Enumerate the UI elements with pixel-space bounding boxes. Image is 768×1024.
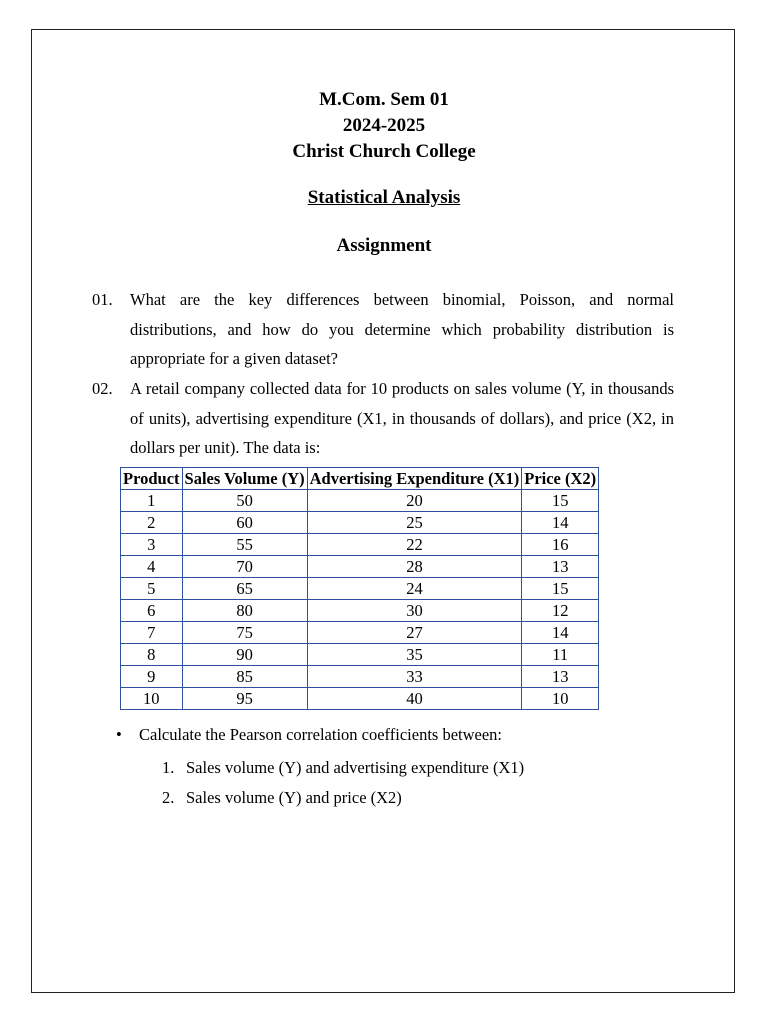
column-header: Sales Volume (Y) (182, 468, 307, 490)
table-row (121, 534, 599, 556)
table-cell: 14 (522, 622, 599, 644)
assignment-title: Assignment (336, 235, 432, 256)
question-text: A retail company collected data for 10 products on sales volume (Y, in thousands of units), advertising expenditure (X1, in thousands of dollars), and price (X2, in dollars per unit). The data is: (130, 379, 674, 457)
column-header: Product (121, 468, 183, 490)
course-name: M.Com. Sem 01 (319, 89, 449, 110)
column-header: Price (X2) (522, 468, 599, 490)
table-cell: 15 (522, 578, 599, 600)
table-cell: 24 (307, 578, 522, 600)
table-row (121, 688, 599, 710)
table-cell: 7 (121, 622, 183, 644)
table-cell: 10 (121, 688, 183, 710)
document-header (0, 87, 768, 165)
bullet-icon: • (116, 725, 122, 744)
list-text: Sales volume (Y) and price (X2) (186, 788, 402, 807)
table-cell: 6 (121, 600, 183, 622)
question-2 (92, 374, 674, 463)
question-number: 02. (92, 379, 113, 398)
data-table (120, 467, 599, 710)
table-cell: 60 (182, 512, 307, 534)
table-cell: 40 (307, 688, 522, 710)
table-cell: 15 (522, 490, 599, 512)
question-text: What are the key differences between binomial, Poisson, and normal distributions, and how do you determine which probability distribution is appropriate for a given dataset? (130, 290, 674, 368)
table-row (121, 556, 599, 578)
college-name: Christ Church College (292, 141, 476, 162)
table-cell: 4 (121, 556, 183, 578)
table-cell: 30 (307, 600, 522, 622)
table-cell: 22 (307, 534, 522, 556)
table-cell: 85 (182, 666, 307, 688)
table-cell: 75 (182, 622, 307, 644)
table-cell: 3 (121, 534, 183, 556)
table-cell: 1 (121, 490, 183, 512)
table-cell: 10 (522, 688, 599, 710)
table-row (121, 578, 599, 600)
table-cell: 12 (522, 600, 599, 622)
table-cell: 2 (121, 512, 183, 534)
column-header: Advertising Expenditure (X1) (307, 468, 522, 490)
list-number: 1. (162, 758, 175, 777)
numbered-sublist (162, 753, 524, 813)
table-cell: 13 (522, 556, 599, 578)
table-cell: 14 (522, 512, 599, 534)
question-1 (92, 285, 674, 374)
table-cell: 20 (307, 490, 522, 512)
table-cell: 33 (307, 666, 522, 688)
table-row (121, 490, 599, 512)
table-cell: 27 (307, 622, 522, 644)
list-text: Sales volume (Y) and advertising expenditure (X1) (186, 758, 525, 777)
list-number: 2. (162, 788, 175, 807)
table-cell: 28 (307, 556, 522, 578)
list-item (162, 753, 524, 783)
table-cell: 90 (182, 644, 307, 666)
table-row (121, 622, 599, 644)
table-cell: 11 (522, 644, 599, 666)
table-header-row (121, 468, 599, 490)
table-cell: 9 (121, 666, 183, 688)
table-cell: 95 (182, 688, 307, 710)
table-cell: 25 (307, 512, 522, 534)
table-cell: 13 (522, 666, 599, 688)
table-cell: 65 (182, 578, 307, 600)
table-cell: 80 (182, 600, 307, 622)
table-cell: 16 (522, 534, 599, 556)
table-row (121, 512, 599, 534)
table-cell: 5 (121, 578, 183, 600)
question-number: 01. (92, 290, 113, 309)
table-cell: 55 (182, 534, 307, 556)
table-cell: 50 (182, 490, 307, 512)
table-row (121, 644, 599, 666)
table-body (121, 490, 599, 710)
bullet-item (116, 722, 502, 748)
table-cell: 35 (307, 644, 522, 666)
table-row (121, 666, 599, 688)
table-row (121, 600, 599, 622)
bullet-text: Calculate the Pearson correlation coefficients between: (139, 725, 502, 744)
table-cell: 8 (121, 644, 183, 666)
subject-title: Statistical Analysis (307, 187, 461, 208)
list-item (162, 783, 524, 813)
academic-year: 2024-2025 (342, 115, 426, 136)
table-cell: 70 (182, 556, 307, 578)
